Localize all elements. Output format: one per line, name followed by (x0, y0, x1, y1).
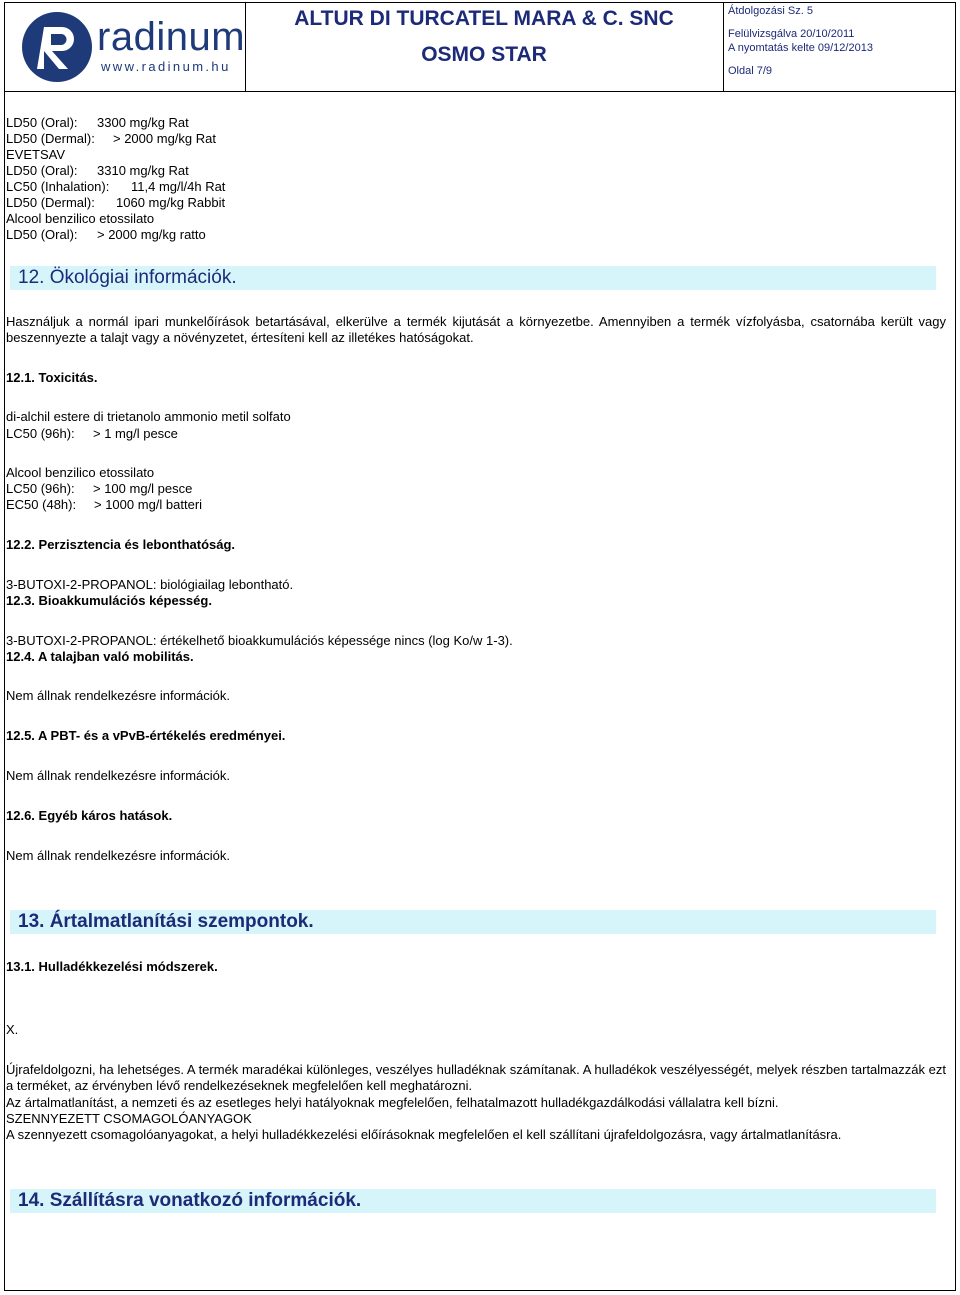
tox-line (6, 115, 189, 131)
tox-label: LC50 (96h): (6, 481, 75, 496)
product-name: OSMO STAR (421, 43, 547, 66)
subsection-title: 12.1. Toxicitás. (6, 370, 98, 385)
tox-value: > 2000 mg/kg Rat (113, 131, 216, 146)
tox-line (6, 227, 206, 243)
subsection-title: 12.5. A PBT- és a vPvB-értékelés eredményei. (6, 728, 286, 743)
tox-label: EC50 (48h): (6, 497, 77, 512)
subsection-text: Nem állnak rendelkezésre információk. (6, 848, 230, 863)
section-title: 12. Ökológiai információk. (18, 267, 237, 288)
section-12-heading (10, 266, 936, 290)
tox-label: LD50 (Oral): (6, 227, 78, 242)
tox-value: > 2000 mg/kg ratto (97, 227, 206, 242)
tox-value: 3310 mg/kg Rat (97, 163, 189, 178)
logo-url: www.radinum.hu (101, 59, 231, 74)
review-date: Felülvizsgálva 20/10/2011 (728, 28, 855, 40)
tox-line (6, 163, 189, 179)
subsection-title: 12.4. A talajban való mobilitás. (6, 649, 194, 664)
logo-wordmark: radinum (97, 15, 246, 59)
tox-label: LD50 (Dermal): (6, 195, 95, 210)
page-number: Oldal 7/9 (728, 65, 773, 77)
title-cell (245, 3, 724, 91)
substance-name: Alcool benzilico etossilato (6, 211, 155, 226)
substance-name: di-alchil estere di trietanolo ammonio metil solfato (6, 409, 291, 424)
revision-number: Átdolgozási Sz. 5 (728, 5, 813, 17)
radinum-logo-icon (17, 7, 97, 87)
subsection-text: 3-BUTOXI-2-PROPANOL: értékelhető bioakkumulációs képessége nincs (log Ko/w 1-3). (6, 633, 513, 648)
section-title: 13. Ártalmatlanítási szempontok. (18, 911, 314, 932)
tox-value: > 1000 mg/l batteri (94, 497, 203, 512)
tox-value: 11,4 mg/l/4h Rat (131, 179, 226, 194)
section-13-heading (10, 910, 936, 934)
tox-line (6, 131, 216, 147)
disposal-paragraph: Újrafeldolgozni, ha lehetséges. A termék maradékai különleges, veszélyes hulladéknak számítanak. A hulladékok veszélyességét, melyek részben tartalmazzák ezt a terméket, az érvényben lévő rendelkezéseknek megfelelően kell meghatározni. (6, 1062, 946, 1093)
subsection-text: Nem állnak rendelkezésre információk. (6, 688, 230, 703)
company-name: ALTUR DI TURCATEL MARA & C. SNC (294, 7, 674, 30)
tox-line (6, 426, 178, 442)
tox-label: LD50 (Dermal): (6, 131, 95, 146)
tox-value: 3300 mg/kg Rat (97, 115, 189, 130)
tox-value: 1060 mg/kg Rabbit (116, 195, 226, 210)
subsection-text: X. (6, 1022, 19, 1037)
tox-label: LD50 (Oral): (6, 163, 78, 178)
disposal-paragraph: A szennyezett csomagolóanyagokat, a helyi hulladékkezelési előírásoknak megfelelően el kell szállítani újrafeldolgozásra, vagy ártalmatlanításra. (6, 1127, 842, 1142)
section-12-intro: Használjuk a normál ipari munkelőírások betartásával, elkerülve a termék kijutását a környezetbe. Amennyiben a termék vízfolyásba, csatornába került vagy beszennyezte a talajt vagy a növényzetet, értesíteni kell az illetékes hatóságokat. (6, 314, 946, 345)
section-14-heading (10, 1189, 936, 1213)
subsection-text: 3-BUTOXI-2-PROPANOL: biológiailag lebontható. (6, 577, 294, 592)
subsection-title: 13.1. Hulladékkezelési módszerek. (6, 959, 218, 974)
tox-value: > 1 mg/l pesce (93, 426, 178, 441)
tox-line (6, 497, 203, 513)
section-title: 14. Szállításra vonatkozó információk. (18, 1190, 362, 1211)
substance-name: EVETSAV (6, 147, 66, 162)
tox-label: LC50 (96h): (6, 426, 75, 441)
logo-cell (5, 3, 246, 91)
substance-name: Alcool benzilico etossilato (6, 465, 155, 480)
meta-cell (723, 3, 955, 91)
tox-value: > 100 mg/l pesce (93, 481, 193, 496)
subsection-title: 12.2. Perzisztencia és lebonthatóság. (6, 537, 236, 552)
subsection-text: Nem állnak rendelkezésre információk. (6, 768, 230, 783)
subsection-title: 12.3. Bioakkumulációs képesség. (6, 593, 212, 608)
document-header (5, 3, 955, 92)
tox-line (6, 195, 226, 211)
print-date: A nyomtatás kelte 09/12/2013 (728, 42, 873, 54)
tox-label: LC50 (Inhalation): (6, 179, 110, 194)
tox-line (6, 481, 193, 497)
subsection-title: 12.6. Egyéb káros hatások. (6, 808, 173, 823)
tox-line (6, 179, 226, 195)
disposal-paragraph: Az ártalmatlanítást, a nemzeti és az esetleges helyi hatályoknak megfelelően, felhatalmazott hulladékgazdálkodási vállalatra kell bízni. (6, 1095, 779, 1110)
tox-label: LD50 (Oral): (6, 115, 78, 130)
packaging-heading: SZENNYEZETT CSOMAGOLÓANYAGOK (6, 1111, 252, 1126)
